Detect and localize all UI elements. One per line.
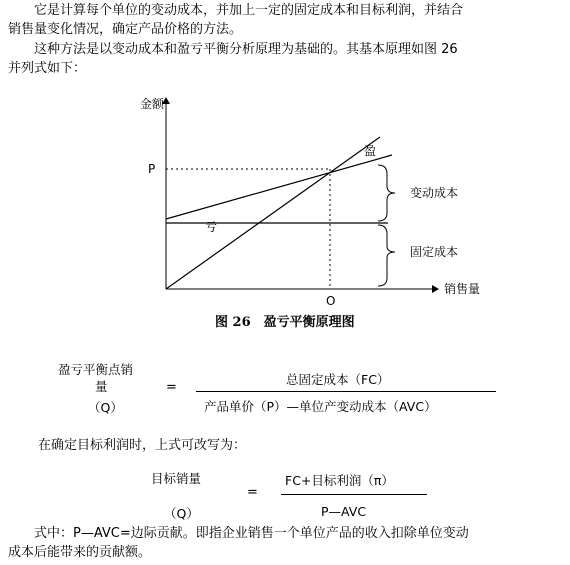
formula2-lhs-line2: （Q） [164, 506, 199, 521]
y-axis-label: 金额 [140, 97, 165, 111]
formula2-lhs-line1: 目标销量 [151, 471, 202, 486]
footer-line-1: 式中：P—AVC=边际贡献。即指企业销售一个单位产品的收入扣除单位变动 [34, 526, 469, 541]
formula1-lhs-line3: （Q） [88, 400, 123, 415]
variable-cost-brace [378, 165, 395, 221]
formula1-lhs-line2: 量 [95, 379, 108, 394]
intro-line-3: 这种方法是以变动成本和盈亏平衡分析原理为基础的。其基本原理如图 26 [34, 42, 458, 57]
formula1-equals: = [166, 380, 177, 395]
formula2-equals: = [247, 485, 258, 500]
intro-line-4: 并列式如下： [8, 61, 87, 76]
variable-cost-label: 变动成本 [410, 186, 459, 200]
formula1-fraction-bar [196, 391, 496, 392]
x-axis-label: 销售量 [444, 282, 481, 296]
formula2-denominator: P—AVC [321, 504, 367, 519]
intro-line-1: 它是计算每个单位的变动成本，并加上一定的固定成本和目标利润，并结合 [34, 3, 464, 18]
fixed-cost-brace [378, 225, 395, 286]
formula1-denominator: 产品单价（P）—单位产变动成本（AVC） [204, 399, 437, 414]
loss-label: 亏 [205, 220, 218, 234]
profit-label: 盈 [364, 144, 377, 158]
transition-text: 在确定目标利润时，上式可改写为： [38, 438, 247, 453]
formula1-lhs-line1: 盈亏平衡点销 [58, 362, 134, 377]
intro-line-2: 销售量变化情况，确定产品价格的方法。 [8, 22, 243, 37]
fixed-cost-label: 固定成本 [410, 245, 459, 259]
formula2-fraction-bar [281, 494, 427, 495]
formula2-numerator: FC+目标利润（π） [285, 473, 394, 488]
figure-caption: 图 26 盈亏平衡原理图 [215, 315, 355, 330]
origin-label: O [326, 294, 336, 308]
p-label: P [148, 162, 156, 176]
footer-line-2: 成本后能带来的贡献额。 [8, 545, 152, 560]
revenue-line [166, 137, 380, 289]
formula1-numerator: 总固定成本（FC） [286, 372, 390, 387]
